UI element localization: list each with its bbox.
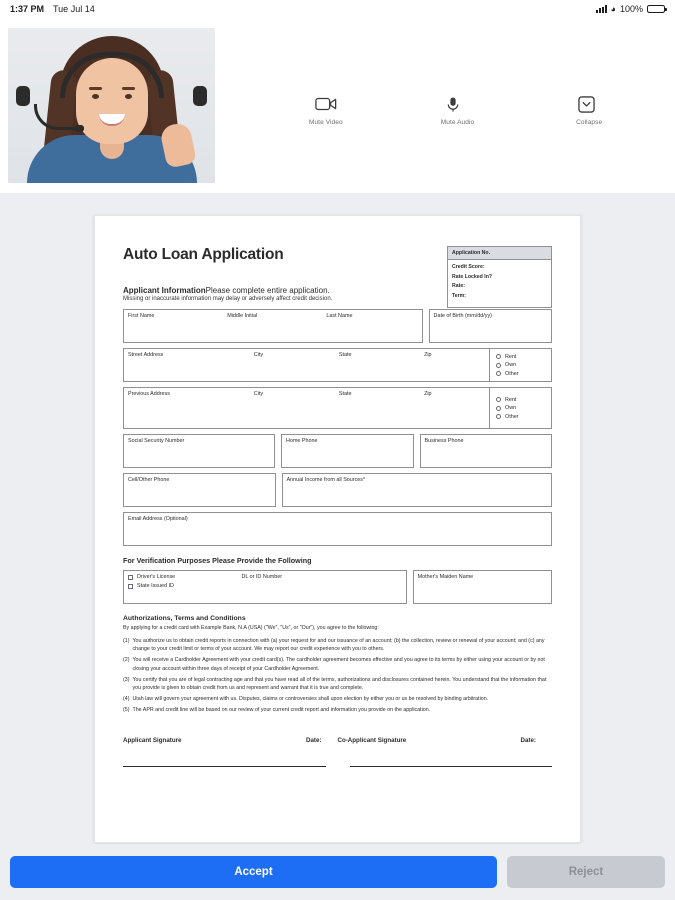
dl-number-label: DL or ID Number — [241, 574, 282, 580]
verification-heading: For Verification Purposes Please Provide the Following — [123, 556, 312, 565]
id-verification-group[interactable] — [123, 570, 407, 604]
email-label: Email Address (Optional) — [128, 516, 188, 522]
contact-row-1 — [123, 434, 552, 468]
cell-phone-field[interactable] — [123, 473, 276, 507]
mute-video-button[interactable] — [289, 96, 363, 126]
previous-address-field[interactable] — [124, 388, 250, 428]
city-field[interactable] — [250, 349, 335, 381]
bottom-action-bar — [0, 844, 675, 900]
rate-label: Rate: — [452, 283, 465, 289]
auth-item-number: (5) — [123, 707, 130, 714]
mute-audio-button[interactable] — [420, 96, 494, 126]
auth-item-number: (1) — [123, 637, 130, 644]
cellular-signal-icon — [596, 5, 607, 13]
prev-housing-other-label: Other — [505, 413, 519, 420]
status-date: Tue Jul 14 — [53, 4, 95, 14]
previous-address-row — [123, 387, 552, 429]
home-phone-field[interactable] — [281, 434, 413, 468]
application-number-fields — [448, 260, 551, 303]
credit-score-label: Credit Score: — [452, 264, 485, 270]
applicant-info-subtext: Missing or inaccurate information may delay or adversely affect credit decision. — [123, 296, 333, 302]
loan-application-document — [94, 215, 581, 843]
authorizations-heading: Authorizations, Terms and Conditions — [123, 615, 246, 622]
status-bar-right — [596, 4, 665, 14]
previous-zip-field[interactable] — [420, 388, 489, 428]
video-call-bar — [0, 18, 675, 193]
co-applicant-date-label: Date: — [520, 736, 536, 744]
business-phone-field[interactable] — [420, 434, 552, 468]
radio-icon — [496, 397, 501, 402]
radio-icon — [496, 414, 501, 419]
collapse-button[interactable] — [552, 96, 626, 126]
mute-video-label: Mute Video — [308, 119, 343, 126]
radio-icon — [496, 363, 501, 368]
business-phone-label: Business Phone — [424, 438, 464, 444]
street-address-row — [123, 348, 552, 382]
authorizations-intro: By applying for a credit card with Example Bank, N.A (USA) ("We", "Us", or "Our"), you agree to the following: — [123, 625, 379, 631]
state-id-checkbox[interactable] — [128, 583, 237, 589]
document-scroll-area[interactable] — [0, 193, 675, 844]
zip-label: Zip — [424, 352, 432, 358]
previous-address-group[interactable] — [123, 387, 552, 429]
microphone-icon — [446, 96, 468, 114]
first-name-field[interactable] — [124, 310, 223, 342]
prev-housing-option-rent[interactable] — [496, 397, 551, 403]
signature-lines-row — [123, 766, 552, 767]
auth-item-number: (3) — [123, 676, 130, 683]
name-fields-group[interactable] — [123, 309, 423, 343]
application-number-header: Application No. — [448, 247, 551, 260]
city-label: City — [253, 352, 264, 358]
name-row — [123, 309, 552, 343]
signature-labels-row — [123, 737, 552, 744]
checkbox-icon — [128, 575, 133, 580]
list-item — [123, 695, 552, 703]
agent-video-tile[interactable] — [8, 28, 215, 183]
radio-icon — [496, 371, 501, 376]
state-label: State — [338, 352, 352, 358]
page-title: Auto Loan Application — [123, 246, 284, 263]
rate-locked-label: Rate Locked In? — [452, 273, 493, 280]
applicant-signature-label: Applicant Signature — [123, 736, 182, 744]
auth-item-text: Utah law will govern your agreement with us. Disputes, claims or controversies shall upon election by either you or us be resolved by binding arbitration. — [132, 696, 489, 703]
auth-item-number: (2) — [123, 657, 130, 664]
previous-state-field[interactable] — [335, 388, 420, 428]
auth-item-text: The APR and credit line will be based on our review of your current credit report and information you provide on the application. — [132, 707, 431, 714]
prev-housing-option-other[interactable] — [496, 414, 551, 420]
housing-option-other[interactable] — [496, 371, 551, 377]
auth-item-text: You certify that you are of legal contracting age and that you have read all of the terms, authorizations and disclosures contained herein. You understand that the information that you provide is given to obtain credit from us and represent and warrant that it is true and complete. — [132, 676, 547, 691]
state-id-label: State Issued ID — [137, 583, 174, 589]
previous-city-label: City — [253, 391, 264, 397]
cell-phone-label: Cell/Other Phone — [128, 477, 170, 483]
housing-own-label: Own — [505, 362, 517, 368]
street-address-label: Street Address — [128, 352, 164, 358]
accept-button[interactable]: Accept — [10, 856, 497, 888]
list-item — [123, 706, 552, 714]
term-label: Term: — [452, 292, 467, 299]
applicant-date-label: Date: — [306, 736, 322, 744]
auth-item-number: (4) — [123, 696, 130, 703]
annual-income-label: Annual Income from all Sources* — [286, 477, 366, 483]
email-field[interactable] — [123, 512, 552, 546]
headset-earcup-left — [16, 86, 30, 106]
date-of-birth-field[interactable] — [429, 309, 552, 343]
dl-number-field[interactable] — [237, 571, 405, 603]
radio-icon — [496, 406, 501, 411]
reject-button[interactable]: Reject — [507, 856, 665, 888]
mothers-maiden-name-field[interactable] — [413, 570, 552, 604]
id-type-checkboxes[interactable] — [124, 571, 237, 603]
mothers-maiden-name-label: Mother's Maiden Name — [417, 574, 474, 580]
video-camera-icon — [315, 96, 337, 114]
previous-housing-options[interactable] — [489, 388, 551, 428]
previous-address-label: Previous Address — [128, 391, 170, 397]
radio-icon — [496, 354, 501, 359]
first-name-label: First Name — [128, 313, 155, 319]
prev-housing-own-label: Own — [505, 405, 517, 411]
status-time: 1:37 PM — [10, 4, 45, 14]
list-item — [123, 637, 552, 653]
applicant-signature-line[interactable] — [123, 766, 326, 767]
checkbox-icon — [128, 584, 133, 589]
date-of-birth-label: Date of Birth (mm/dd/yy) — [433, 313, 492, 319]
collapse-label: Collapse — [576, 119, 603, 126]
authorizations-list — [123, 637, 552, 715]
applicant-info-bold: Applicant Information — [123, 286, 206, 295]
housing-option-own[interactable] — [496, 362, 551, 368]
drivers-license-checkbox[interactable] — [128, 574, 237, 580]
mute-audio-label: Mute Audio — [440, 119, 475, 126]
applicant-info-rest: Please complete entire application. — [205, 286, 330, 295]
applicant-signature-block — [123, 737, 338, 744]
last-name-label: Last Name — [326, 313, 353, 319]
application-number-box — [447, 246, 552, 308]
last-name-field[interactable] — [322, 310, 421, 342]
battery-icon — [647, 5, 665, 14]
call-controls — [260, 96, 655, 126]
verification-row — [123, 570, 552, 604]
drivers-license-label: Driver's License — [137, 574, 176, 580]
prev-housing-rent-label: Rent — [505, 396, 517, 403]
previous-zip-label: Zip — [424, 391, 432, 397]
current-housing-options[interactable] — [489, 349, 551, 381]
status-bar-left — [10, 4, 95, 14]
street-address-group[interactable] — [123, 348, 552, 382]
wifi-icon: ◕ — [610, 3, 616, 14]
home-phone-label: Home Phone — [286, 438, 318, 444]
housing-option-rent[interactable] — [496, 354, 551, 360]
ssn-label: Social Security Number — [128, 438, 185, 444]
prev-housing-option-own[interactable] — [496, 405, 551, 411]
middle-initial-field[interactable] — [223, 310, 322, 342]
co-applicant-signature-line[interactable] — [350, 766, 553, 767]
previous-state-label: State — [338, 391, 352, 397]
auth-item-text: You authorize us to obtain credit reports in connection with (a) your request for and our issuance of an account; (b) the collection, review or renewal of your account; and (c) any change to your credit limit or terms of your account. We may report our credit experience with you to others. — [132, 637, 545, 653]
previous-city-field[interactable] — [250, 388, 335, 428]
auth-item-text: You will receive a Cardholder Agreement with your credit card(s). The cardholder agreement becomes effective and you agree to its terms by either using your account or by not closing your account within three days of receipt of your Cardholder Agreement. — [132, 657, 545, 672]
contact-row-2 — [123, 473, 552, 507]
list-item — [123, 656, 552, 672]
co-applicant-signature-block — [338, 737, 553, 744]
annual-income-field[interactable] — [282, 473, 552, 507]
co-applicant-signature-label: Co-Applicant Signature — [337, 736, 407, 744]
state-field[interactable] — [335, 349, 420, 381]
ssn-field[interactable] — [123, 434, 275, 468]
email-row — [123, 512, 552, 546]
collapse-chevron-icon — [578, 96, 600, 114]
street-address-field[interactable] — [124, 349, 250, 381]
zip-field[interactable] — [420, 349, 489, 381]
status-bar — [0, 0, 675, 18]
headset-earcup-right — [193, 86, 207, 106]
housing-other-label: Other — [505, 370, 519, 377]
list-item — [123, 676, 552, 692]
battery-percent: 100% — [619, 4, 643, 14]
housing-rent-label: Rent — [505, 353, 517, 360]
middle-initial-label: Middle Initial — [227, 313, 258, 319]
